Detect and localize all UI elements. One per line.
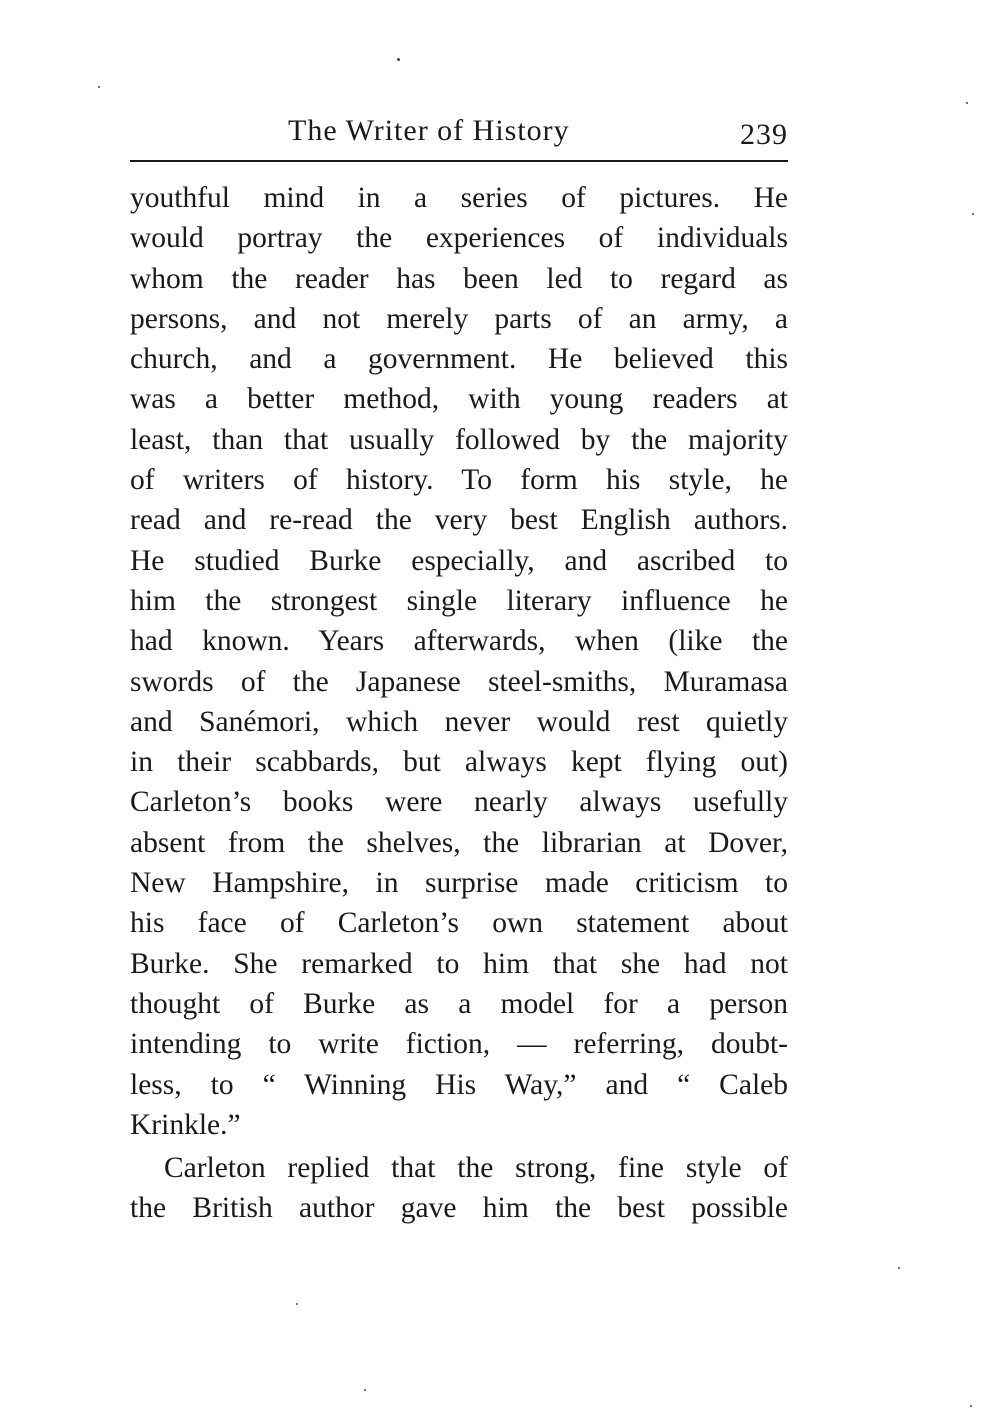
scan-speck xyxy=(364,1389,366,1391)
text-line: the British author gave him the best possible xyxy=(130,1192,788,1225)
scan-speck xyxy=(296,1303,298,1305)
text-line: Burke. She remarked to him that she had not xyxy=(130,947,788,980)
text-line: swords of the Japanese steel-smiths, Muramasa xyxy=(130,665,788,698)
scan-speck xyxy=(98,86,100,88)
text-line: absent from the shelves, the librarian at Dover, xyxy=(130,826,788,859)
text-line: church, and a government. He believed this xyxy=(130,343,788,376)
text-line: would portray the experiences of individuals xyxy=(130,222,788,255)
text-line: persons, and not merely parts of an army, a xyxy=(130,302,788,335)
text-line: of writers of history. To form his style, he xyxy=(130,464,788,497)
text-line: youthful mind in a series of pictures. He xyxy=(130,182,788,214)
page-header xyxy=(130,108,790,152)
text-line: and Sanémori, which never would rest quietly xyxy=(130,705,788,738)
text-line: thought of Burke as a model for a person xyxy=(130,987,788,1020)
text-line: him the strongest single literary influence he xyxy=(130,584,788,617)
text-line: Krinkle.” xyxy=(130,1108,241,1141)
scan-speck xyxy=(966,102,968,104)
scan-speck xyxy=(397,58,400,61)
scan-speck xyxy=(970,1405,972,1407)
text-line: whom the reader has been led to regard as xyxy=(130,262,788,295)
text-line: Carleton replied that the strong, fine style of xyxy=(164,1152,788,1185)
text-line: read and re-read the very best English authors. xyxy=(130,504,788,537)
text-line: Carleton’s books were nearly always usefully xyxy=(130,786,788,819)
body-text xyxy=(130,178,788,1229)
scan-speck xyxy=(972,213,974,215)
text-line: less, to “ Winning His Way,” and “ Caleb xyxy=(130,1068,788,1101)
text-line: least, than that usually followed by the majority xyxy=(130,423,788,456)
running-title: The Writer of History xyxy=(288,114,570,147)
header-rule xyxy=(130,160,788,162)
text-line: had known. Years afterwards, when (like the xyxy=(130,625,788,658)
text-line: in their scabbards, but always kept flying out) xyxy=(130,746,788,779)
text-line: was a better method, with young readers at xyxy=(130,383,788,416)
scan-speck xyxy=(898,1267,900,1269)
text-line: New Hampshire, in surprise made criticism to xyxy=(130,867,788,900)
text-line: He studied Burke especially, and ascribed to xyxy=(130,544,788,577)
text-line: intending to write fiction, — referring, doubt- xyxy=(130,1028,788,1061)
text-line: his face of Carleton’s own statement about xyxy=(130,907,788,940)
page-number: 239 xyxy=(740,118,788,151)
